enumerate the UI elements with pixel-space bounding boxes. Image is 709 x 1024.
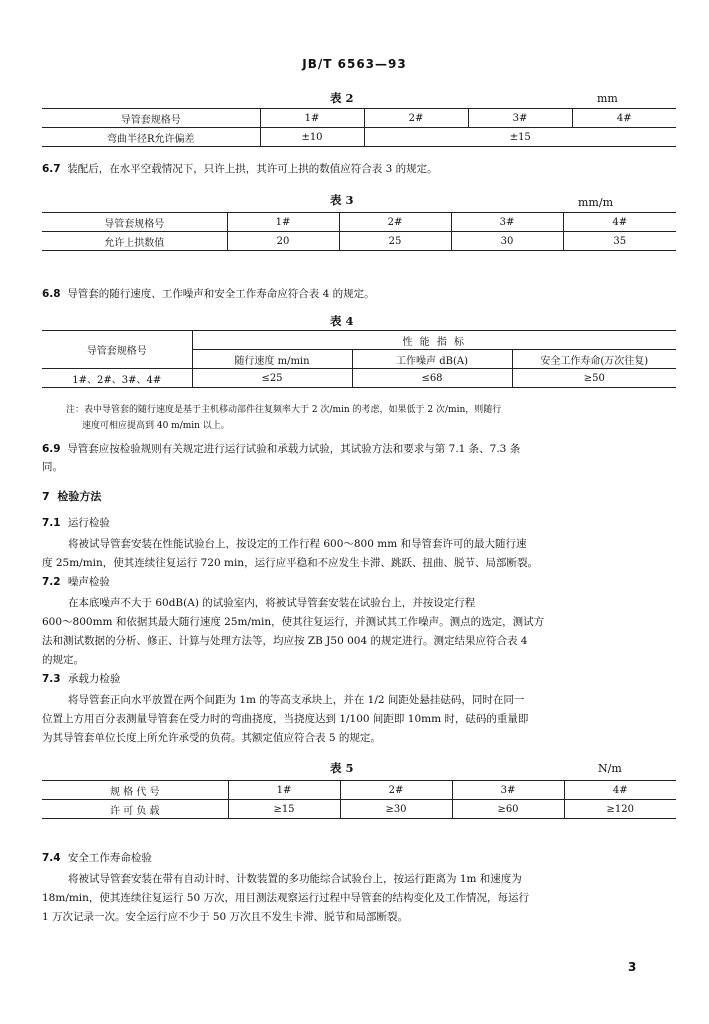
clause-text: 导管套的随行速度、工作噪声和安全工作寿命应符合表 4 的规定。 (67, 288, 375, 300)
section-title: 运行检验 (67, 517, 110, 529)
clause-6-7 (42, 160, 438, 178)
section-number: 7.1 (42, 517, 61, 529)
table5 (42, 780, 676, 819)
clause-number: 6.7 (42, 163, 61, 175)
table2-caption: 表 2 (330, 91, 354, 105)
text-line: 将被试导管套安装在带有自动计时、计数装置的多功能综合试验台上，按运行距离为 1m 和速度为 (68, 873, 522, 885)
table-cell: 35 (563, 232, 676, 251)
subsection-7-4-body (42, 870, 676, 927)
clause-number: 6.9 (42, 443, 61, 455)
note-line: 速度可相应提高到 40 m/min 以上。 (82, 421, 230, 431)
text-line: 1 万次记录一次。安全运行应不少于 50 万次且不发生卡滞、脱节和局部断裂。 (42, 911, 409, 923)
table-row (42, 800, 676, 819)
text-line: 法和测试数据的分析、修正、计算与处理方法等，均应按 ZB J50 004 的规定进行。测定结果应符合表 4 (42, 635, 528, 647)
table-cell: 导管套规格号 (42, 213, 227, 232)
table4-caption: 表 4 (330, 314, 354, 328)
table-cell: 4# (563, 213, 676, 232)
table-row (42, 232, 676, 251)
table-row (42, 213, 676, 232)
table-cell: 1# (260, 109, 364, 128)
table-cell: 安全工作寿命(万次往复) (512, 350, 676, 369)
table-cell: ≤25 (192, 369, 352, 388)
table-cell: ≥15 (228, 800, 340, 819)
table-cell: 2# (340, 781, 452, 800)
text-line: 位置上方用百分表测量导管套在受力时的弯曲挠度，当挠度达到 1/100 间距即 10mm 时，砝码的重量即 (42, 713, 529, 725)
table-cell: 弯曲半径R允许偏差 (42, 128, 260, 147)
subsection-7-4-heading (42, 850, 152, 865)
subsection-7-2-heading (42, 574, 110, 589)
clause-text: 同。 (42, 461, 63, 473)
table-cell: 随行速度 m/min (192, 350, 352, 369)
table-cell: 2# (339, 213, 451, 232)
table-cell: 25 (339, 232, 451, 251)
table-group-header: 性 能 指 标 (192, 331, 676, 350)
section-title: 噪声检验 (67, 576, 110, 588)
subsection-7-3-body (42, 691, 676, 748)
note-line: 注：表中导管套的随行速度是基于主机移动部件往复频率大于 2 次/min 的考虑，如果低于 2 次/min，则随行 (66, 405, 502, 415)
table-cell: 4# (572, 109, 676, 128)
section-title: 检验方法 (57, 490, 102, 503)
table4-note (66, 402, 676, 434)
table-cell: 允许上拱数值 (42, 232, 227, 251)
section-number: 7.3 (42, 673, 61, 685)
table5-unit: N/m (598, 762, 622, 775)
clause-6-9 (42, 440, 676, 476)
section-title: 承载力检验 (67, 673, 121, 685)
table4 (42, 330, 676, 388)
text-line: 度 25m/min，使其连续往复运行 720 min，运行应平稳和不应发生卡滞、跳跃、扭曲、脱节、局部断裂。 (42, 557, 539, 569)
table-cell: 1# (227, 213, 339, 232)
table-cell: 3# (451, 213, 563, 232)
table2 (42, 108, 676, 147)
table-cell: 20 (227, 232, 339, 251)
text-line: 600～800mm 和依据其最大随行速度 25m/min，使其往复运行，并测试其工作噪声。测点的选定，测试方 (42, 616, 545, 628)
table-cell: 许 可 负 载 (42, 800, 228, 819)
table-cell: 导管套规格号 (42, 109, 260, 128)
table-row (42, 331, 676, 350)
table-cell: ≥50 (512, 369, 676, 388)
table-cell: 3# (468, 109, 572, 128)
table2-unit: mm (597, 92, 618, 105)
clause-text: 导管套应按检验规则有关规定进行运行试验和承载力试验，其试验方法和要求与第 7.1 条、7.3 条 (67, 443, 521, 455)
table-cell: 30 (451, 232, 563, 251)
text-line: 将被试导管套安装在性能试验台上，按设定的工作行程 600～800 mm 和导管套许可的最大随行速 (68, 538, 527, 550)
table-row (42, 128, 676, 147)
table-cell: 工作噪声 dB(A) (352, 350, 512, 369)
table-cell: ±15 (364, 128, 676, 147)
section-7-heading (42, 488, 101, 504)
text-line: 18m/min，使其连续往复运行 50 万次，用目测法观察运行过程中导管套的结构变化及工作情况，每运行 (42, 892, 529, 904)
clause-text: 装配后，在水平空载情况下，只许上拱，其许可上拱的数值应符合表 3 的规定。 (67, 163, 438, 175)
table3 (42, 212, 676, 251)
section-title: 安全工作寿命检验 (67, 852, 152, 864)
table-cell: 1#、2#、3#、4# (42, 369, 192, 388)
text-line: 在本底噪声不大于 60dB(A) 的试验室内，将被试导管套安装在试验台上，并按设定行程 (68, 597, 476, 609)
section-number: 7.4 (42, 852, 61, 864)
table-cell: 1# (228, 781, 340, 800)
table-row (42, 369, 676, 388)
subsection-7-3-heading (42, 671, 120, 686)
subsection-7-1-body (42, 535, 676, 573)
table-cell: ≥60 (452, 800, 564, 819)
text-line: 的规定。 (42, 654, 84, 666)
text-line: 将导管套正向水平放置在两个间距为 1m 的等高支承块上，并在 1/2 间距处悬挂砝码，同时在同一 (68, 694, 525, 706)
text-line: 为其导管套单位长度上所允许承受的负荷。其额定值应符合表 5 的规定。 (42, 732, 381, 744)
subsection-7-2-body (42, 594, 676, 670)
table3-unit: mm/m (578, 196, 613, 209)
clause-6-8 (42, 285, 375, 303)
page-number: 3 (628, 960, 637, 974)
table-row (42, 109, 676, 128)
table5-caption: 表 5 (330, 761, 354, 775)
table-cell: 3# (452, 781, 564, 800)
table-cell: ≥120 (564, 800, 676, 819)
table-cell: ≥30 (340, 800, 452, 819)
table-cell: ±10 (260, 128, 364, 147)
clause-number: 6.8 (42, 288, 61, 300)
table-cell: 2# (364, 109, 468, 128)
section-number: 7 (42, 490, 50, 503)
section-number: 7.2 (42, 576, 61, 588)
table3-caption: 表 3 (330, 193, 354, 207)
standard-header: JB/T 6563—93 (302, 57, 407, 71)
table-cell: ≤68 (352, 369, 512, 388)
subsection-7-1-heading (42, 515, 110, 530)
table-cell: 4# (564, 781, 676, 800)
table-cell: 导管套规格号 (42, 331, 192, 369)
table-row (42, 781, 676, 800)
table-cell: 规 格 代 号 (42, 781, 228, 800)
